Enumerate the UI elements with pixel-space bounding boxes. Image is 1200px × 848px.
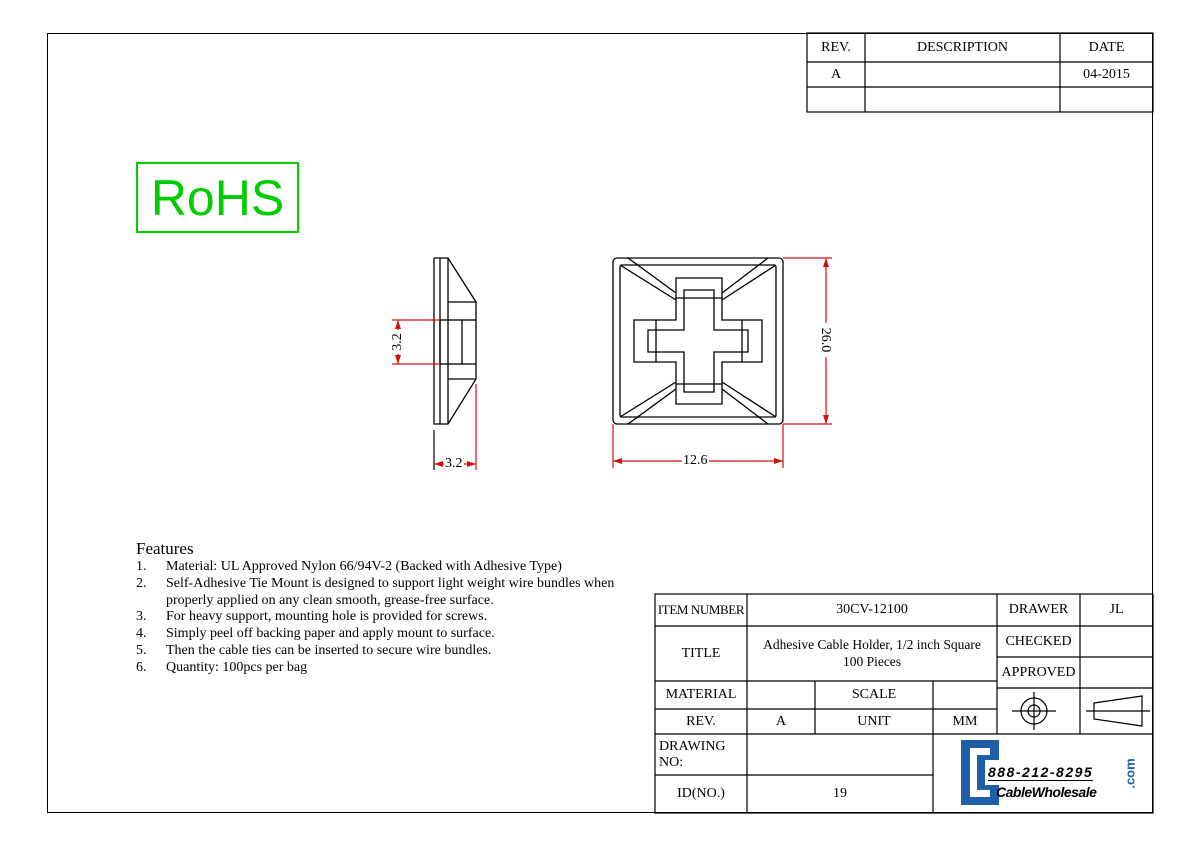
- title-value: [747, 636, 997, 670]
- rev-row-1-description: [865, 62, 1060, 87]
- features-list: [136, 559, 616, 677]
- drawing-no-label: DRAWING NO:: [659, 738, 726, 770]
- id-value: 19: [833, 786, 847, 801]
- title-label: TITLE: [681, 645, 721, 661]
- rohs-badge: RoHS: [136, 162, 299, 233]
- feature-item: 1. Material: UL Approved Nylon 66/94V-2 (Backed with Adhesive Type): [136, 559, 562, 574]
- dimension-label-front-width: 12.6: [683, 453, 708, 468]
- dimension-label-front-height: 26.0: [817, 323, 833, 357]
- rev-header: REV.: [821, 40, 851, 55]
- unit-label: UNIT: [857, 713, 891, 729]
- approved-label: APPROVED: [1001, 664, 1076, 680]
- features-title: Features: [136, 539, 194, 558]
- logo-phone: 888-212-8295: [988, 764, 1094, 780]
- feature-item: 2. Self-Adhesive Tie Mount is designed to support light weight wire bundles when properly applied on any clean smooth, grease-free surface.: [136, 575, 615, 608]
- item-number-value: 30CV-12100: [836, 602, 908, 617]
- description-header: DESCRIPTION: [916, 40, 1008, 55]
- date-header: DATE: [1088, 40, 1125, 55]
- drawer-value: JL: [1109, 602, 1124, 617]
- logo-brand: CableWholesale: [996, 784, 1097, 800]
- dimension-label-side-height: 3.2: [390, 330, 406, 354]
- feature-item: 4. Simply peel off backing paper and apply mount to surface.: [136, 626, 495, 642]
- rev-row-1-rev: A: [830, 66, 842, 82]
- feature-item: 5. Then the cable ties can be inserted to secure wire bundles.: [136, 642, 492, 658]
- rev-label: REV.: [686, 713, 716, 729]
- dimension-label-side-width: 3.2: [445, 456, 463, 471]
- scale-label: SCALE: [851, 687, 897, 702]
- projection-symbol-icon: [1012, 692, 1150, 730]
- unit-value: MM: [952, 713, 978, 729]
- item-number-label: ITEM NUMBER: [657, 602, 745, 617]
- rev-row-1-date: 04-2015: [1083, 66, 1130, 82]
- feature-item: 6. Quantity: 100pcs per bag: [136, 659, 308, 675]
- drawer-label: DRAWER: [1008, 602, 1069, 617]
- front-view-drawing: [613, 258, 783, 424]
- logo-com: .com: [1122, 758, 1138, 789]
- material-label: MATERIAL: [665, 687, 737, 702]
- checked-label: CHECKED: [1005, 633, 1072, 649]
- rev-value: A: [775, 713, 787, 729]
- id-label: ID(NO.): [677, 786, 725, 801]
- title-line-1: Adhesive Cable Holder, 1/2 inch Square: [763, 637, 981, 652]
- side-view-drawing: [434, 258, 476, 424]
- title-line-2: 100 Pieces: [842, 654, 902, 669]
- feature-item: 3. For heavy support, mounting hole is provided for screws.: [136, 609, 488, 625]
